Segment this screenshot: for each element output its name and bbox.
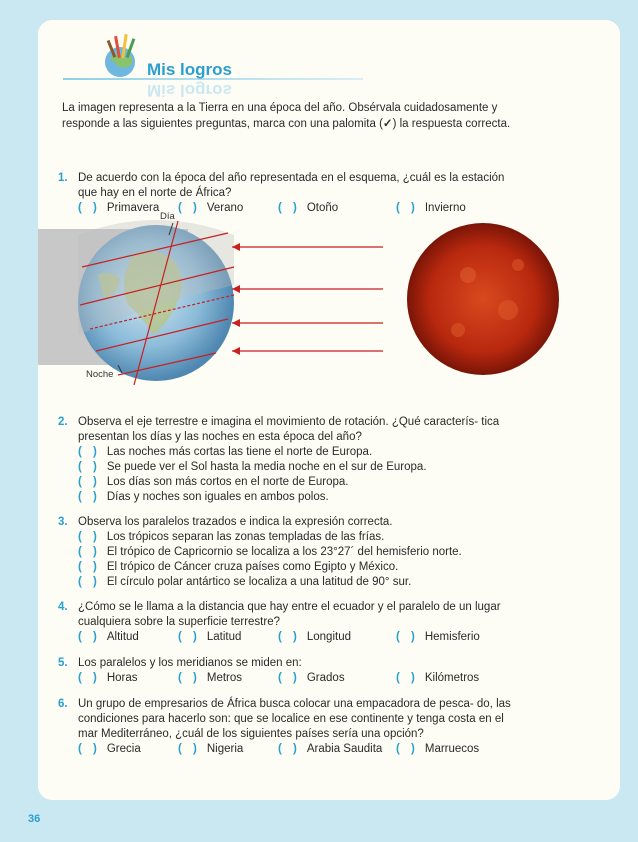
question-number: 4. [58, 601, 68, 613]
question-number: 2. [58, 416, 68, 428]
checkmark-icon: ✓ [382, 118, 393, 130]
option-label: Días y noches son iguales en ambos polos. [106, 491, 329, 503]
option-label: Otoño [306, 202, 339, 214]
question-number: 1. [58, 172, 68, 184]
day-label: Día [160, 211, 175, 222]
question-6 [58, 697, 518, 757]
option-label: El trópico de Cáncer cruza países como Egipto y México. [106, 561, 399, 573]
question-text: De acuerdo con la época del año representada en el esquema, ¿cuál es la estación que hay en el norte de África? [78, 172, 505, 199]
checkbox-marker[interactable]: ( ) [396, 672, 419, 684]
question-text: Observa los paralelos trazados e indica la expresión correcta. [78, 516, 393, 528]
option[interactable] [178, 742, 278, 757]
instructions-text: La imagen representa a la Tierra en una época del año. Obsérvala cuidadosamente y responde a las siguientes preguntas, marca con una palomita ( [62, 102, 498, 130]
checkbox-marker[interactable]: ( ) [78, 531, 101, 543]
options-row [78, 742, 518, 757]
checkbox-marker[interactable]: ( ) [178, 631, 201, 643]
option-label: Invierno [424, 202, 466, 214]
checkbox-marker[interactable]: ( ) [78, 672, 101, 684]
question-3 [58, 515, 518, 590]
question-4 [58, 600, 518, 645]
checkbox-marker[interactable]: ( ) [78, 476, 101, 488]
checkbox-marker[interactable]: ( ) [278, 202, 301, 214]
option[interactable] [78, 445, 518, 460]
question-text: Un grupo de empresarios de África busca colocar una empacadora de pesca- do, las condiciones para hacerlo son: que se localice en ese continente y tenga costa en el mar Mediterráneo, ¿cuál de los siguientes países sería una opción? [78, 698, 511, 740]
option-label: Grados [306, 672, 345, 684]
checkbox-marker[interactable]: ( ) [396, 743, 419, 755]
option[interactable] [396, 671, 496, 686]
checkbox-marker[interactable]: ( ) [78, 461, 101, 473]
option-label: Las noches más cortas las tiene el norte de Europa. [106, 446, 373, 458]
option[interactable] [278, 630, 396, 645]
options-row [78, 671, 518, 686]
question-1 [58, 171, 518, 216]
checkbox-marker[interactable]: ( ) [278, 672, 301, 684]
page-title: Mis logros [147, 60, 233, 79]
checkbox-marker[interactable]: ( ) [78, 491, 101, 503]
instructions [62, 100, 522, 132]
earth-sun-diagram [38, 215, 598, 390]
option-label: Hemisferio [424, 631, 480, 643]
option[interactable] [78, 671, 178, 686]
question-text: ¿Cómo se le llama a la distancia que hay entre el ecuador y el paralelo de un lugar cualquiera sobre la superficie terrestre? [78, 601, 501, 628]
option-label: Los días son más cortos en el norte de Europa. [106, 476, 349, 488]
option-label: Arabia Saudita [306, 743, 383, 755]
option-label: Verano [206, 202, 244, 214]
option[interactable] [78, 460, 518, 475]
question-number: 5. [58, 657, 68, 669]
question-number: 3. [58, 516, 68, 528]
option[interactable] [278, 742, 396, 757]
globe-pencils-icon [96, 30, 146, 80]
option-label: Latitud [206, 631, 242, 643]
option[interactable] [78, 490, 518, 505]
question-2 [58, 415, 518, 505]
option[interactable] [78, 742, 178, 757]
options-row [78, 630, 518, 645]
option[interactable] [396, 630, 496, 645]
checkbox-marker[interactable]: ( ) [78, 631, 101, 643]
option-label: Nigeria [206, 743, 244, 755]
option-label: Marruecos [424, 743, 480, 755]
checkbox-marker[interactable]: ( ) [78, 546, 101, 558]
option-label: Se puede ver el Sol hasta la media noche en el sur de Europa. [106, 461, 427, 473]
option[interactable] [396, 201, 496, 216]
checkbox-marker[interactable]: ( ) [278, 631, 301, 643]
question-5 [58, 656, 518, 686]
option-label: Horas [106, 672, 138, 684]
checkbox-marker[interactable]: ( ) [78, 743, 101, 755]
question-number: 6. [58, 698, 68, 710]
option[interactable] [78, 630, 178, 645]
checkbox-marker[interactable]: ( ) [78, 446, 101, 458]
options-row [78, 201, 518, 216]
option-label: El círculo polar antártico se localiza a una latitud de 90° sur. [106, 576, 412, 588]
option-label: Primavera [106, 202, 160, 214]
question-text: Observa el eje terrestre e imagina el movimiento de rotación. ¿Qué caracterís- tica presentan los días y las noches en esta época del año? [78, 416, 500, 443]
option[interactable] [396, 742, 496, 757]
option[interactable] [78, 560, 518, 575]
option-label: Grecia [106, 743, 141, 755]
option[interactable] [78, 475, 518, 490]
option-label: Altitud [106, 631, 139, 643]
page-title-reflection: Mis logros [147, 81, 233, 100]
option[interactable] [78, 545, 518, 560]
option-label: El trópico de Capricornio se localiza a los 23°27´ del hemisferio norte. [106, 546, 462, 558]
option[interactable] [178, 630, 278, 645]
night-label: Noche [86, 369, 114, 380]
option-label: Metros [206, 672, 243, 684]
option-label: Longitud [306, 631, 351, 643]
page-number: 36 [28, 813, 41, 825]
option-label: Los trópicos separan las zonas templadas de las frías. [106, 531, 385, 543]
option[interactable] [78, 575, 518, 590]
option[interactable] [278, 201, 396, 216]
checkbox-marker[interactable]: ( ) [178, 202, 201, 214]
checkbox-marker[interactable]: ( ) [78, 561, 101, 573]
checkbox-marker[interactable]: ( ) [278, 743, 301, 755]
checkbox-marker[interactable]: ( ) [78, 202, 101, 214]
option-label: Kilómetros [424, 672, 480, 684]
instructions-text-end: ) la respuesta correcta. [392, 118, 511, 130]
option[interactable] [178, 671, 278, 686]
checkbox-marker[interactable]: ( ) [178, 743, 201, 755]
sun [407, 223, 559, 375]
option[interactable] [78, 530, 518, 545]
option[interactable] [178, 201, 278, 216]
question-text: Los paralelos y los meridianos se miden en: [78, 657, 302, 669]
checkbox-marker[interactable]: ( ) [178, 672, 201, 684]
checkbox-marker[interactable]: ( ) [396, 631, 419, 643]
option[interactable] [278, 671, 396, 686]
checkbox-marker[interactable]: ( ) [78, 576, 101, 588]
checkbox-marker[interactable]: ( ) [396, 202, 419, 214]
